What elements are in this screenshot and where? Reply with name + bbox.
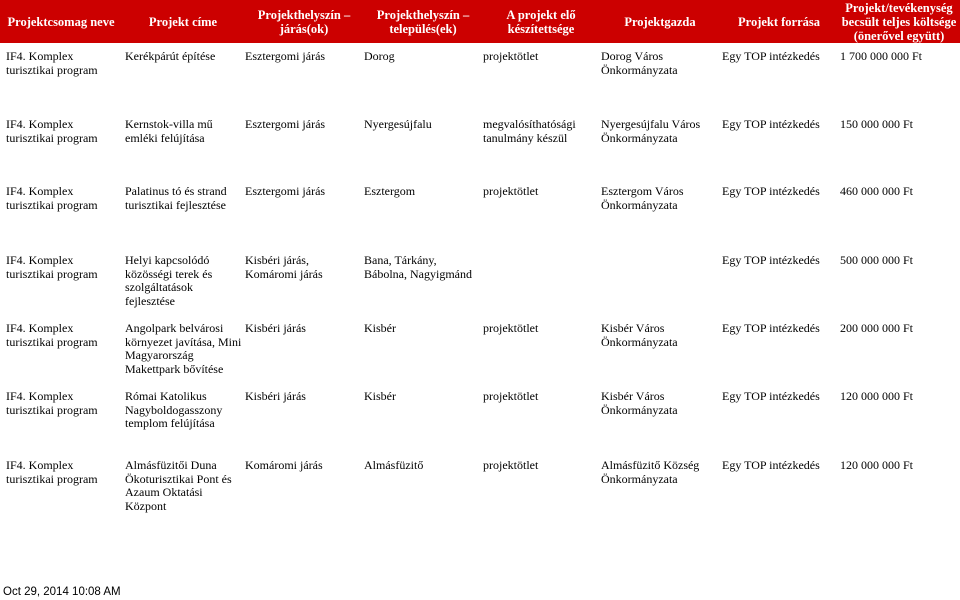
cell-estimated-cost: 1 700 000 000 Ft <box>840 49 923 63</box>
cell-project-title: Római Katolikus Nagyboldogasszony templom felújítása <box>125 389 223 430</box>
cell-settlement: Bana, Tárkány, Bábolna, Nagyigmánd <box>364 253 472 281</box>
cell-district: Esztergomi járás <box>245 184 326 198</box>
cell-funding-source: Egy TOP intézkedés <box>722 49 820 63</box>
cell-funding-source: Egy TOP intézkedés <box>722 253 820 267</box>
cell-project-package: IF4. Komplex turisztikai program <box>6 184 98 212</box>
cell-district: Kisbéri járás, Komáromi járás <box>245 253 323 281</box>
cell-settlement: Kisbér <box>364 389 396 403</box>
cell-project-owner: Kisbér Város Önkormányzata <box>601 321 678 349</box>
cell-preparedness: projektötlet <box>483 321 539 335</box>
cell-project-package: IF4. Komplex turisztikai program <box>6 117 98 145</box>
cell-preparedness: projektötlet <box>483 458 539 472</box>
header-location-district: Projekthelyszín – járás(ok) <box>257 7 351 36</box>
cell-estimated-cost: 120 000 000 Ft <box>840 389 914 403</box>
cell-district: Esztergomi járás <box>245 117 326 131</box>
header-project-owner: Projektgazda <box>624 14 696 29</box>
cell-district: Kisbéri járás <box>245 321 306 335</box>
cell-estimated-cost: 460 000 000 Ft <box>840 184 914 198</box>
cell-funding-source: Egy TOP intézkedés <box>722 458 820 472</box>
cell-project-owner: Almásfüzitő Község Önkormányzata <box>601 458 700 486</box>
table-header <box>0 0 960 43</box>
header-preparedness: A projekt elő készítettsége <box>506 7 576 36</box>
header-project-title: Projekt címe <box>148 14 218 29</box>
cell-settlement: Esztergom <box>364 184 416 198</box>
cell-project-title: Kerékpárút építése <box>125 49 216 63</box>
cell-estimated-cost: 150 000 000 Ft <box>840 117 914 131</box>
cell-funding-source: Egy TOP intézkedés <box>722 389 820 403</box>
cell-preparedness: projektötlet <box>483 389 539 403</box>
cell-district: Komáromi járás <box>245 458 323 472</box>
cell-project-title: Angolpark belvárosi környezet javítása, Mini Magyarország Makettpark bővítése <box>125 321 242 376</box>
cell-preparedness: projektötlet <box>483 184 539 198</box>
cell-project-owner: Nyergesújfalu Város Önkormányzata <box>601 117 701 145</box>
cell-project-owner: Dorog Város Önkormányzata <box>601 49 678 77</box>
cell-project-owner: Kisbér Város Önkormányzata <box>601 389 678 417</box>
cell-estimated-cost: 200 000 000 Ft <box>840 321 914 335</box>
cell-preparedness: megvalósíthatósági tanulmány készül <box>483 117 576 145</box>
cell-preparedness: projektötlet <box>483 49 539 63</box>
cell-project-package: IF4. Komplex turisztikai program <box>6 458 98 486</box>
cell-project-title: Kernstok-villa mű emléki felújítása <box>125 117 213 145</box>
cell-settlement: Almásfüzitő <box>364 458 424 472</box>
cell-funding-source: Egy TOP intézkedés <box>722 184 820 198</box>
cell-district: Kisbéri járás <box>245 389 306 403</box>
cell-project-package: IF4. Komplex turisztikai program <box>6 49 98 77</box>
cell-settlement: Nyergesújfalu <box>364 117 432 131</box>
cell-funding-source: Egy TOP intézkedés <box>722 117 820 131</box>
print-timestamp: Oct 29, 2014 10:08 AM <box>3 586 121 598</box>
cell-estimated-cost: 500 000 000 Ft <box>840 253 914 267</box>
cell-project-title: Palatinus tó és strand turisztikai fejlesztése <box>125 184 227 212</box>
cell-estimated-cost: 120 000 000 Ft <box>840 458 914 472</box>
header-location-settlement: Projekthelyszín – település(ek) <box>376 7 470 36</box>
header-project-package: Projektcsomag neve <box>7 14 115 29</box>
cell-settlement: Dorog <box>364 49 395 63</box>
cell-district: Esztergomi járás <box>245 49 326 63</box>
header-estimated-cost: Projekt/tevékenység becsült teljes költsége (önerővel együtt) <box>841 0 957 43</box>
cell-project-title: Almásfüzitői Duna Ökoturisztikai Pont és Azaum Oktatási Központ <box>125 458 232 513</box>
cell-project-owner: Esztergom Város Önkormányzata <box>601 184 684 212</box>
cell-project-title: Helyi kapcsolódó közösségi terek és szolgáltatások fejlesztése <box>125 253 213 308</box>
header-funding-source: Projekt forrása <box>737 14 821 29</box>
cell-project-package: IF4. Komplex turisztikai program <box>6 253 98 281</box>
cell-funding-source: Egy TOP intézkedés <box>722 321 820 335</box>
cell-project-package: IF4. Komplex turisztikai program <box>6 389 98 417</box>
cell-settlement: Kisbér <box>364 321 396 335</box>
cell-project-package: IF4. Komplex turisztikai program <box>6 321 98 349</box>
